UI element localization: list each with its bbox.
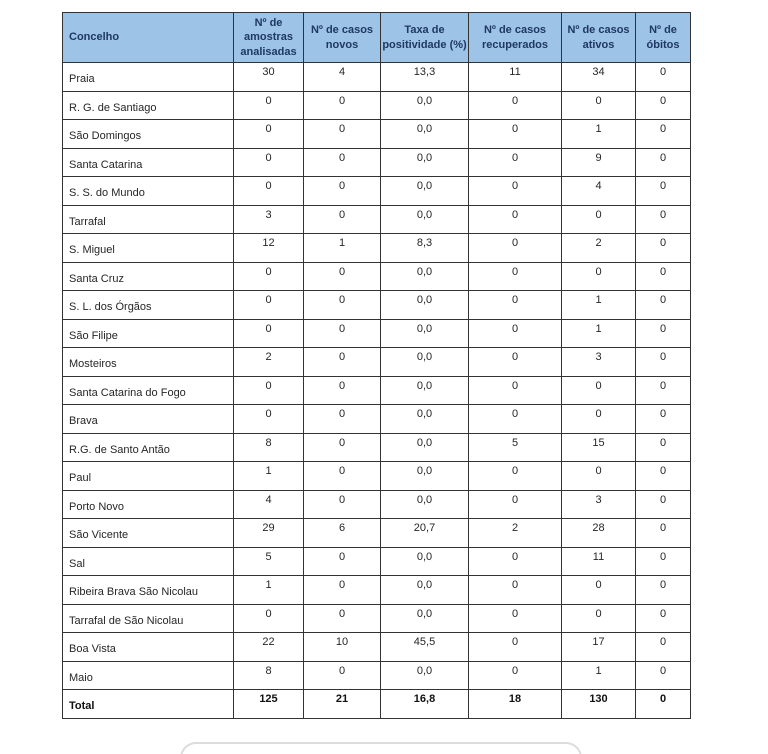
- table-row: [63, 148, 691, 177]
- concelho-cell: Tarrafal de São Nicolau: [63, 604, 234, 633]
- value-cell-ativos: 1: [562, 291, 636, 320]
- value-cell-taxa: 0,0: [381, 376, 469, 405]
- value-cell-ativos: 0: [562, 91, 636, 120]
- concelho-cell: São Vicente: [63, 519, 234, 548]
- value-cell-amostras: 0: [234, 319, 304, 348]
- value-cell-taxa: 0,0: [381, 91, 469, 120]
- value-cell-ativos: 17: [562, 633, 636, 662]
- value-cell-amostras: 0: [234, 91, 304, 120]
- value-cell-recuperados: 0: [469, 262, 562, 291]
- value-cell-obitos: 0: [636, 547, 691, 576]
- value-cell-amostras: 29: [234, 519, 304, 548]
- table-row: [63, 63, 691, 92]
- value-cell-ativos: 0: [562, 262, 636, 291]
- value-cell-ativos: 1: [562, 319, 636, 348]
- value-cell-recuperados: 0: [469, 376, 562, 405]
- value-cell-recuperados: 0: [469, 490, 562, 519]
- value-cell-obitos: 0: [636, 519, 691, 548]
- value-cell-obitos: 0: [636, 177, 691, 206]
- value-cell-recuperados: 5: [469, 433, 562, 462]
- value-cell-obitos: 0: [636, 234, 691, 263]
- concelho-cell: Paul: [63, 462, 234, 491]
- value-cell-ativos: 1: [562, 661, 636, 690]
- value-cell-ativos: 34: [562, 63, 636, 92]
- value-cell-taxa: 0,0: [381, 604, 469, 633]
- table-row: [63, 519, 691, 548]
- value-cell-amostras: 1: [234, 576, 304, 605]
- value-cell-obitos: 0: [636, 576, 691, 605]
- value-cell-taxa: 0,0: [381, 576, 469, 605]
- table-row: [63, 177, 691, 206]
- value-cell-amostras: 4: [234, 490, 304, 519]
- value-cell-amostras: 30: [234, 63, 304, 92]
- table-row: [63, 205, 691, 234]
- value-cell-recuperados: 2: [469, 519, 562, 548]
- value-cell-ativos: 0: [562, 376, 636, 405]
- column-header-recuperados: Nº de casos recuperados: [469, 13, 562, 63]
- value-cell-amostras: 1: [234, 462, 304, 491]
- next-section-card-top-edge: [180, 742, 582, 754]
- value-cell-taxa: 13,3: [381, 63, 469, 92]
- value-cell-taxa: 0,0: [381, 405, 469, 434]
- value-cell-amostras: 0: [234, 604, 304, 633]
- value-cell-amostras: 8: [234, 661, 304, 690]
- table-row: [63, 633, 691, 662]
- value-cell-ativos: 2: [562, 234, 636, 263]
- value-cell-recuperados: 18: [469, 690, 562, 719]
- value-cell-ativos: 0: [562, 462, 636, 491]
- concelho-cell: São Filipe: [63, 319, 234, 348]
- value-cell-ativos: 0: [562, 205, 636, 234]
- table-row: [63, 490, 691, 519]
- value-cell-novos: 0: [304, 405, 381, 434]
- value-cell-amostras: 5: [234, 547, 304, 576]
- column-header-amostras: Nº de amostras analisadas: [234, 13, 304, 63]
- value-cell-ativos: 0: [562, 604, 636, 633]
- value-cell-novos: 0: [304, 433, 381, 462]
- value-cell-amostras: 0: [234, 262, 304, 291]
- table-row: [63, 376, 691, 405]
- value-cell-taxa: 0,0: [381, 661, 469, 690]
- table-row: [63, 91, 691, 120]
- concelho-cell: S. L. dos Órgãos: [63, 291, 234, 320]
- value-cell-taxa: 16,8: [381, 690, 469, 719]
- value-cell-taxa: 0,0: [381, 205, 469, 234]
- concelho-cell: Praia: [63, 63, 234, 92]
- value-cell-ativos: 28: [562, 519, 636, 548]
- concelho-cell: Boa Vista: [63, 633, 234, 662]
- header-row: [63, 13, 691, 63]
- value-cell-novos: 21: [304, 690, 381, 719]
- concelho-cell: Maio: [63, 661, 234, 690]
- value-cell-recuperados: 0: [469, 547, 562, 576]
- value-cell-amostras: 0: [234, 291, 304, 320]
- value-cell-taxa: 0,0: [381, 547, 469, 576]
- value-cell-taxa: 0,0: [381, 262, 469, 291]
- value-cell-obitos: 0: [636, 63, 691, 92]
- value-cell-recuperados: 0: [469, 604, 562, 633]
- covid-municipality-table: [62, 12, 691, 719]
- value-cell-amostras: 2: [234, 348, 304, 377]
- value-cell-recuperados: 0: [469, 291, 562, 320]
- value-cell-recuperados: 0: [469, 405, 562, 434]
- concelho-cell: R. G. de Santiago: [63, 91, 234, 120]
- value-cell-taxa: 0,0: [381, 490, 469, 519]
- value-cell-recuperados: 0: [469, 148, 562, 177]
- value-cell-recuperados: 0: [469, 633, 562, 662]
- value-cell-obitos: 0: [636, 348, 691, 377]
- concelho-cell: S. Miguel: [63, 234, 234, 263]
- concelho-cell: Mosteiros: [63, 348, 234, 377]
- value-cell-ativos: 0: [562, 405, 636, 434]
- concelho-cell: Porto Novo: [63, 490, 234, 519]
- table-header: [63, 13, 691, 63]
- value-cell-obitos: 0: [636, 291, 691, 320]
- value-cell-recuperados: 0: [469, 205, 562, 234]
- value-cell-ativos: 3: [562, 490, 636, 519]
- value-cell-taxa: 0,0: [381, 177, 469, 206]
- value-cell-recuperados: 0: [469, 661, 562, 690]
- value-cell-recuperados: 0: [469, 234, 562, 263]
- value-cell-recuperados: 0: [469, 576, 562, 605]
- concelho-cell: Ribeira Brava São Nicolau: [63, 576, 234, 605]
- table-row: [63, 291, 691, 320]
- value-cell-taxa: 8,3: [381, 234, 469, 263]
- value-cell-recuperados: 0: [469, 120, 562, 149]
- table-row: [63, 433, 691, 462]
- value-cell-novos: 10: [304, 633, 381, 662]
- value-cell-taxa: 45,5: [381, 633, 469, 662]
- value-cell-amostras: 0: [234, 177, 304, 206]
- value-cell-ativos: 11: [562, 547, 636, 576]
- concelho-cell: Sal: [63, 547, 234, 576]
- table-row: [63, 604, 691, 633]
- value-cell-novos: 0: [304, 91, 381, 120]
- value-cell-recuperados: 0: [469, 348, 562, 377]
- value-cell-novos: 0: [304, 490, 381, 519]
- value-cell-novos: 0: [304, 547, 381, 576]
- table-row: [63, 120, 691, 149]
- concelho-cell: R.G. de Santo Antão: [63, 433, 234, 462]
- value-cell-taxa: 20,7: [381, 519, 469, 548]
- column-header-obitos: Nº de óbitos: [636, 13, 691, 63]
- value-cell-novos: 1: [304, 234, 381, 263]
- column-header-ativos: Nº de casos ativos: [562, 13, 636, 63]
- value-cell-novos: 0: [304, 148, 381, 177]
- value-cell-obitos: 0: [636, 462, 691, 491]
- table-row: [63, 262, 691, 291]
- value-cell-obitos: 0: [636, 205, 691, 234]
- value-cell-ativos: 1: [562, 120, 636, 149]
- value-cell-novos: 4: [304, 63, 381, 92]
- value-cell-taxa: 0,0: [381, 319, 469, 348]
- table-row: [63, 661, 691, 690]
- value-cell-obitos: 0: [636, 604, 691, 633]
- concelho-cell: Brava: [63, 405, 234, 434]
- table-row: [63, 547, 691, 576]
- total-row: [63, 690, 691, 719]
- value-cell-recuperados: 0: [469, 91, 562, 120]
- table-row: [63, 405, 691, 434]
- value-cell-taxa: 0,0: [381, 348, 469, 377]
- value-cell-amostras: 125: [234, 690, 304, 719]
- value-cell-obitos: 0: [636, 120, 691, 149]
- value-cell-obitos: 0: [636, 319, 691, 348]
- table-body: [63, 63, 691, 719]
- value-cell-obitos: 0: [636, 490, 691, 519]
- value-cell-novos: 0: [304, 291, 381, 320]
- concelho-cell: Total: [63, 690, 234, 719]
- value-cell-amostras: 3: [234, 205, 304, 234]
- value-cell-ativos: 3: [562, 348, 636, 377]
- concelho-cell: Santa Catarina do Fogo: [63, 376, 234, 405]
- value-cell-amostras: 8: [234, 433, 304, 462]
- concelho-cell: S. S. do Mundo: [63, 177, 234, 206]
- value-cell-recuperados: 0: [469, 319, 562, 348]
- value-cell-novos: 0: [304, 661, 381, 690]
- value-cell-taxa: 0,0: [381, 120, 469, 149]
- value-cell-amostras: 22: [234, 633, 304, 662]
- concelho-cell: São Domingos: [63, 120, 234, 149]
- value-cell-amostras: 0: [234, 120, 304, 149]
- table-row: [63, 348, 691, 377]
- value-cell-obitos: 0: [636, 633, 691, 662]
- value-cell-novos: 0: [304, 604, 381, 633]
- value-cell-novos: 0: [304, 376, 381, 405]
- concelho-cell: Santa Catarina: [63, 148, 234, 177]
- value-cell-ativos: 9: [562, 148, 636, 177]
- value-cell-ativos: 4: [562, 177, 636, 206]
- value-cell-recuperados: 0: [469, 177, 562, 206]
- value-cell-novos: 0: [304, 462, 381, 491]
- value-cell-novos: 6: [304, 519, 381, 548]
- concelho-cell: Santa Cruz: [63, 262, 234, 291]
- value-cell-ativos: 0: [562, 576, 636, 605]
- value-cell-novos: 0: [304, 348, 381, 377]
- column-header-taxa: Taxa de positividade (%): [381, 13, 469, 63]
- value-cell-obitos: 0: [636, 433, 691, 462]
- value-cell-novos: 0: [304, 120, 381, 149]
- value-cell-amostras: 0: [234, 376, 304, 405]
- value-cell-amostras: 0: [234, 148, 304, 177]
- value-cell-obitos: 0: [636, 405, 691, 434]
- value-cell-obitos: 0: [636, 148, 691, 177]
- table-row: [63, 234, 691, 263]
- table-row: [63, 576, 691, 605]
- value-cell-obitos: 0: [636, 262, 691, 291]
- value-cell-recuperados: 11: [469, 63, 562, 92]
- value-cell-novos: 0: [304, 177, 381, 206]
- value-cell-ativos: 15: [562, 433, 636, 462]
- table-row: [63, 462, 691, 491]
- value-cell-taxa: 0,0: [381, 462, 469, 491]
- value-cell-ativos: 130: [562, 690, 636, 719]
- value-cell-recuperados: 0: [469, 462, 562, 491]
- value-cell-obitos: 0: [636, 690, 691, 719]
- value-cell-taxa: 0,0: [381, 148, 469, 177]
- value-cell-novos: 0: [304, 576, 381, 605]
- value-cell-amostras: 0: [234, 405, 304, 434]
- value-cell-obitos: 0: [636, 661, 691, 690]
- concelho-cell: Tarrafal: [63, 205, 234, 234]
- column-header-novos: Nº de casos novos: [304, 13, 381, 63]
- value-cell-obitos: 0: [636, 91, 691, 120]
- column-header-concelho: Concelho: [63, 13, 234, 63]
- table-row: [63, 319, 691, 348]
- value-cell-taxa: 0,0: [381, 291, 469, 320]
- value-cell-novos: 0: [304, 262, 381, 291]
- value-cell-novos: 0: [304, 319, 381, 348]
- value-cell-obitos: 0: [636, 376, 691, 405]
- value-cell-amostras: 12: [234, 234, 304, 263]
- value-cell-novos: 0: [304, 205, 381, 234]
- value-cell-taxa: 0,0: [381, 433, 469, 462]
